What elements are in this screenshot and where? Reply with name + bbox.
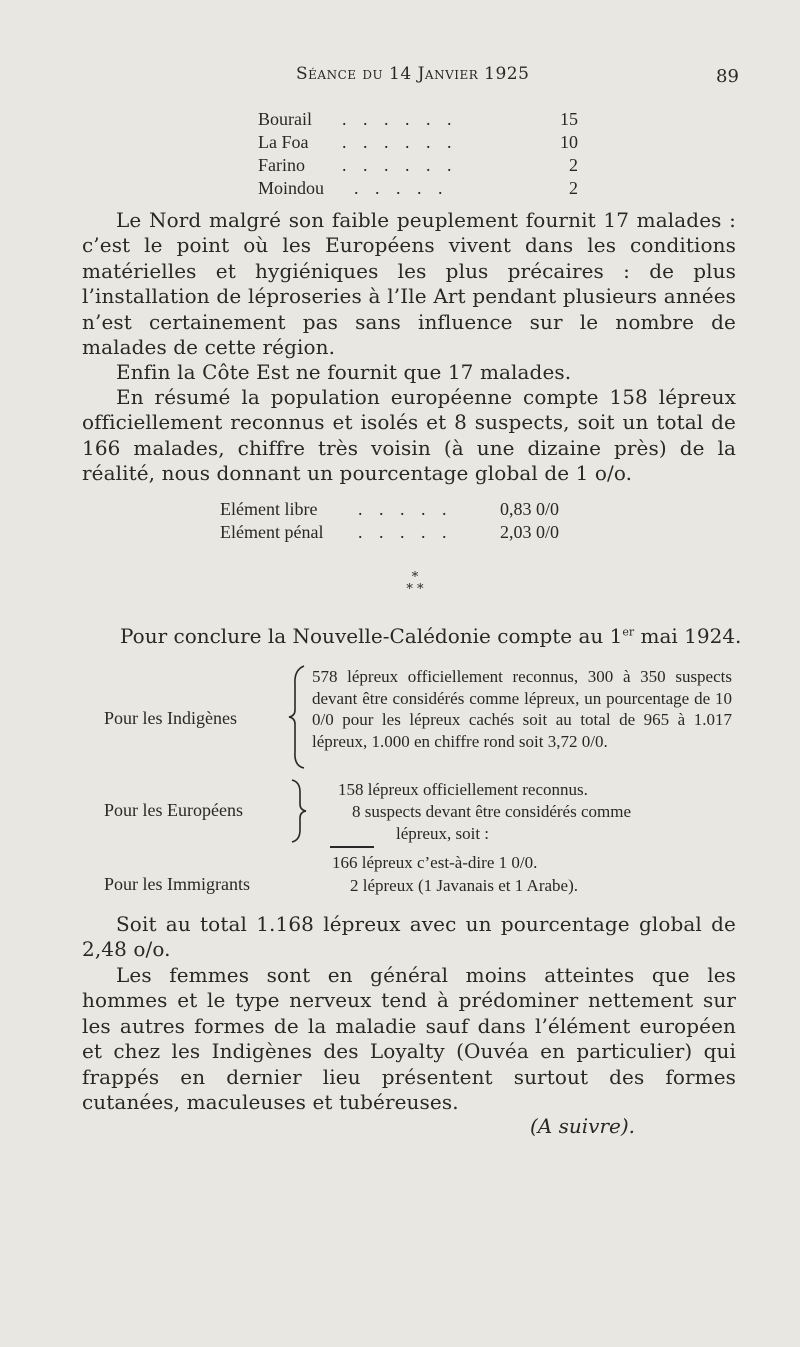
list-item	[220, 498, 620, 521]
element-value: 0,83 0/0	[500, 499, 560, 519]
page-number: 89	[716, 66, 739, 87]
leader-dots: . . . . .	[354, 178, 449, 198]
locality-value: 15	[560, 109, 578, 129]
leader-dots: . . . . .	[358, 499, 453, 519]
leader-dots: . . . . . .	[342, 155, 458, 175]
group-label-indigenes: Pour les Indigènes	[104, 708, 237, 728]
group-text-indigenes: 578 lépreux officiellement reconnus, 300 à 350 suspects devant être considérés comme lépreux, un pourcentage de 10 0/0 pour les lépreux cachés soit au total de 965 à 1.017 lépreux, 1.000 en chiffre rond soit 3,72 0/0.	[312, 667, 732, 751]
a-suivre: (A suivre).	[530, 1114, 635, 1138]
locality-name: Moindou	[258, 178, 325, 198]
europeens-line-3: lépreux, soit :	[396, 824, 490, 843]
element-name: Elément libre	[220, 499, 318, 519]
page-header	[0, 64, 800, 90]
sum-rule	[330, 846, 374, 848]
conclusion-text: Pour conclure la Nouvelle-Calédonie compte au 1	[120, 624, 623, 648]
asterism	[402, 572, 428, 596]
leader-dots: . . . . . .	[342, 109, 458, 129]
list-item	[258, 108, 588, 131]
conclusion-line	[120, 624, 741, 648]
europeens-line-1: 158 lépreux officiellement reconnus.	[338, 780, 588, 799]
locality-name: Farino	[258, 155, 305, 175]
running-head: Séance du 14 Janvier 1925	[296, 64, 530, 84]
europeens-total: 166 lépreux c’est-à-dire 1 0/0.	[332, 853, 538, 872]
conclusion-date: mai 1924.	[634, 624, 742, 648]
element-value: 2,03 0/0	[500, 522, 560, 542]
group-text-immigrants: 2 lépreux (1 Javanais et 1 Arabe).	[350, 876, 578, 895]
ordinal-suffix: er	[622, 625, 635, 639]
asterism-top: *	[411, 570, 419, 585]
group-label-europeens: Pour les Européens	[104, 800, 243, 820]
list-item	[258, 131, 588, 154]
brace-indigenes	[286, 664, 308, 770]
leader-dots: . . . . .	[358, 522, 453, 542]
locality-list	[258, 108, 588, 200]
brace-europeens	[286, 778, 308, 844]
locality-name: Bourail	[258, 109, 312, 129]
paragraph-nord: Le Nord malgré son faible peuplement fournit 17 malades : c’est le point où les Européens vivent dans les conditions matérielles et hygiéniques les plus précaires : de plus l’installation de léproseries à l’Ile Art pendant plusieurs années n’est certainement pas sans influence sur le nombre de malades de cette région.	[82, 208, 736, 360]
europeens-line-2: 8 suspects devant être considérés comme	[352, 802, 631, 821]
group-label-immigrants: Pour les Immigrants	[104, 874, 250, 894]
element-name: Elément pénal	[220, 522, 324, 542]
paragraph-femmes: Les femmes sont en général moins atteintes que les hommes et le type nerveux tend à prédominer nettement sur les autres formes de la maladie sauf dans l’élément européen et chez les Indigènes des Loyalty (Ouvéa en particulier) qui frappés en dernier lieu présentent surtout des formes cutanées, maculeuses et tubéreuses.	[82, 963, 736, 1115]
locality-name: La Foa	[258, 132, 309, 152]
leader-dots: . . . . . .	[342, 132, 458, 152]
locality-value: 10	[560, 132, 578, 152]
locality-value: 2	[569, 155, 578, 175]
locality-value: 2	[569, 178, 578, 198]
asterism-bottom: * *	[406, 582, 424, 597]
paragraph-cote-est: Enfin la Côte Est ne fournit que 17 malades.	[116, 360, 572, 384]
list-item	[258, 177, 588, 200]
paragraph-resume: En résumé la population européenne compte 158 lépreux officiellement reconnus et isolés et 8 suspects, soit un total de 166 malades, chiffre très voisin (à une dizaine près) de la réalité, nous donnant un pourcentage global de 1 o/o.	[82, 385, 736, 486]
element-list	[220, 498, 620, 544]
paragraph-total: Soit au total 1.168 lépreux avec un pourcentage global de 2,48 o/o.	[82, 912, 736, 962]
list-item	[258, 154, 588, 177]
list-item	[220, 521, 620, 544]
